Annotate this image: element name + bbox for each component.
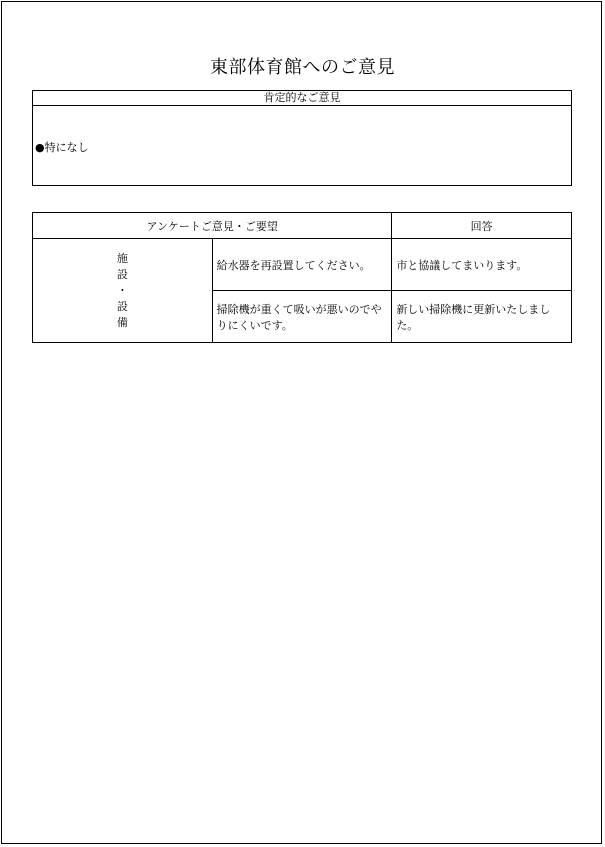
answer-cell: 市と協議してまいります。 [392, 239, 572, 291]
category-char: 備 [116, 315, 128, 329]
category-char: 設 [116, 299, 128, 313]
positive-feedback-header: 肯定的なご意見 [33, 91, 571, 106]
category-cell [33, 239, 213, 343]
page-title: 東部体育館へのご意見 [210, 57, 395, 78]
request-cell: 給水器を再設置してください。 [212, 239, 392, 291]
category-char: ・ [116, 283, 128, 297]
column-header-answer: 回答 [392, 213, 572, 239]
table-row [33, 239, 572, 291]
request-cell: 掃除機が重くて吸いが悪いのでやりにくいです。 [212, 291, 392, 343]
positive-feedback-box [32, 90, 572, 186]
category-char: 施 [116, 251, 128, 265]
feedback-table [32, 212, 572, 343]
category-char: 設 [116, 267, 128, 281]
column-header-request: アンケートご意見・ご要望 [33, 213, 392, 239]
positive-feedback-body: ●特になし [35, 141, 89, 154]
answer-cell: 新しい掃除機に更新いたしました。 [392, 291, 572, 343]
